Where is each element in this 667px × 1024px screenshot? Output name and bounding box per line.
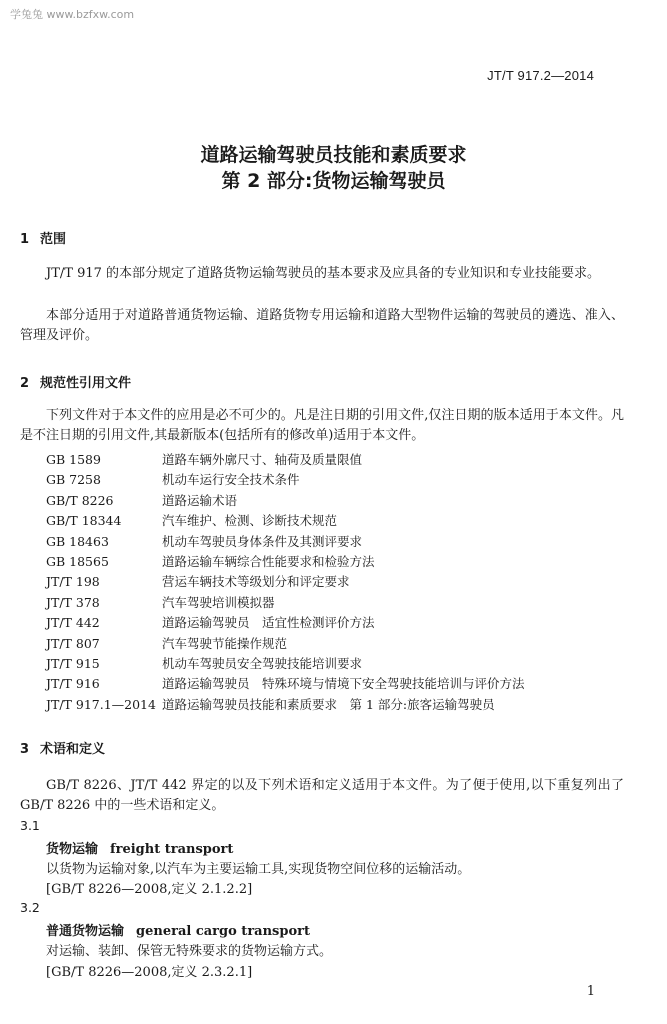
section-2-heading: [20, 372, 131, 391]
reference-code: GB/T 8226: [46, 492, 114, 508]
reference-item: [46, 634, 525, 654]
term-number: 3.2: [20, 900, 40, 915]
reference-item: [46, 593, 525, 613]
term-source: [GB/T 8226—2008,定义 2.1.2.2]: [46, 882, 253, 897]
section-title: 规范性引用文件: [40, 376, 132, 391]
reference-title: 道路运输车辆综合性能要求和检验方法: [162, 553, 375, 569]
page-number: 1: [586, 984, 595, 999]
reference-item: [46, 613, 525, 633]
reference-title: 道路运输驾驶员技能和素质要求 第 1 部分:旅客运输驾驶员: [162, 696, 495, 712]
term-definition: 对运输、装卸、保管无特殊要求的货物运输方式。: [46, 944, 333, 959]
reference-title: 道路运输术语: [162, 492, 238, 508]
reference-list: [46, 450, 525, 715]
reference-code: JT/T 378: [46, 594, 100, 610]
term-number: 3.1: [20, 818, 40, 833]
reference-title: 汽车驾驶培训模拟器: [162, 594, 275, 610]
reference-code: JT/T 807: [46, 635, 100, 651]
term-definition: 以货物为运输对象,以汽车为主要运输工具,实现货物空间位移的运输活动。: [46, 862, 471, 877]
reference-item: [46, 470, 525, 490]
section-number: 3: [20, 742, 30, 757]
reference-item: [46, 695, 525, 715]
reference-code: GB 18565: [46, 553, 109, 569]
reference-item: [46, 491, 525, 511]
document-subtitle: 第 2 部分:货物运输驾驶员: [221, 170, 446, 192]
document-title: 道路运输驾驶员技能和素质要求: [200, 144, 467, 166]
term-zh: 普通货物运输: [46, 924, 125, 939]
reference-title: 机动车驾驶员安全驾驶技能培训要求: [162, 655, 363, 671]
reference-title: 道路运输驾驶员 适宜性检测评价方法: [162, 615, 375, 631]
reference-title: 道路车辆外廓尺寸、轴荷及质量限值: [162, 452, 363, 467]
term-heading: [46, 838, 233, 857]
reference-item: [46, 572, 525, 592]
section-1-paragraph-1: JT/T 917 的本部分规定了道路货物运输驾驶员的基本要求及应具备的专业知识和专业技能要求。: [46, 266, 601, 281]
reference-item: [46, 654, 525, 674]
term-en: freight transport: [110, 842, 234, 857]
reference-code: JT/T 198: [46, 574, 100, 590]
reference-code: GB/T 18344: [46, 513, 122, 529]
term-en: general cargo transport: [136, 924, 310, 939]
term-heading: [46, 920, 310, 939]
reference-item: [46, 450, 525, 470]
section-1-heading: [20, 228, 66, 247]
reference-title: 道路运输驾驶员 特殊环境与情境下安全驾驶技能培训与评价方法: [162, 676, 525, 692]
reference-item: [46, 674, 525, 694]
reference-code: GB 18463: [46, 533, 109, 549]
reference-code: JT/T 442: [46, 615, 100, 631]
reference-title: 机动车驾驶员身体条件及其测评要求: [162, 533, 363, 549]
reference-title: 汽车驾驶节能操作规范: [162, 635, 288, 651]
reference-title: 机动车运行安全技术条件: [162, 472, 300, 488]
reference-code: JT/T 915: [46, 655, 100, 671]
section-title: 术语和定义: [40, 742, 106, 757]
section-number: 2: [20, 376, 30, 391]
reference-code: JT/T 916: [46, 676, 100, 692]
term-source: [GB/T 8226—2008,定义 2.3.2.1]: [46, 965, 253, 980]
section-1-paragraph-2: 本部分适用于对道路普通货物运输、道路货物专用运输和道路大型物件运输的驾驶员的遴选、准入、管理及评价。: [20, 308, 624, 343]
reference-item: [46, 532, 525, 552]
section-title: 范围: [40, 232, 67, 247]
reference-code: GB 7258: [46, 472, 101, 488]
term-zh: 货物运输: [46, 842, 99, 857]
reference-title: 营运车辆技术等级划分和评定要求: [162, 574, 350, 590]
section-2-intro: 下列文件对于本文件的应用是必不可少的。凡是注日期的引用文件,仅注日期的版本适用于本文件。凡是不注日期的引用文件,其最新版本(包括所有的修改单)适用于本文件。: [20, 408, 624, 443]
document-code: JT/T 917.2—2014: [487, 68, 594, 83]
section-3-heading: [20, 738, 105, 757]
reference-item: [46, 511, 525, 531]
reference-item: [46, 552, 525, 572]
reference-title: 汽车维护、检测、诊断技术规范: [162, 513, 338, 529]
section-3-intro: GB/T 8226、JT/T 442 界定的以及下列术语和定义适用于本文件。为了便于使用,以下重复列出了 GB/T 8226 中的一些术语和定义。: [20, 778, 624, 813]
reference-code: GB 1589: [46, 452, 101, 467]
section-number: 1: [20, 232, 30, 247]
watermark: 学兔兔 www.bzfxw.com: [10, 8, 135, 21]
reference-code: JT/T 917.1—2014: [46, 696, 156, 712]
